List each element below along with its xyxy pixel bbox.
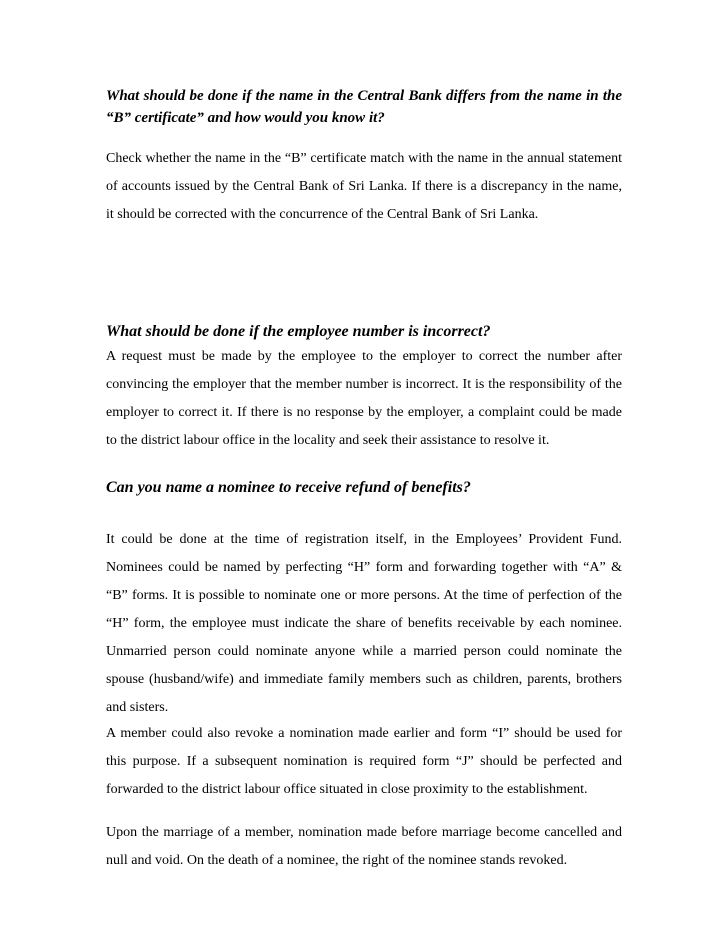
section-central-bank-name (106, 85, 622, 129)
answer-paragraph: A request must be made by the employee to the employer to correct the number after convincing the employer that the member number is incorrect. It is the responsibility of the employer to correct it. If there is no response by the employer, a complaint could be made to the district labour office in the locality and seek their assistance to resolve it. (106, 349, 622, 448)
answer-paragraph: Upon the marriage of a member, nomination made before marriage become cancelled and null and void. On the death of a nominee, the right of the nominee stands revoked. (106, 825, 622, 868)
section-nominee (106, 478, 622, 498)
question-heading: What should be done if the name in the Central Bank differs from the name in the “B” certificate” and how would you know it? (106, 88, 622, 126)
answer-paragraph: It could be done at the time of registration itself, in the Employees’ Provident Fund. Nominees could be named by perfecting “H” form and forwarding together with “A” & “B” forms. It is possible to nominate one or more persons. At the time of perfection of the “H” form, the employee must indicate the share of benefits receivable by each nominee. Unmarried person could nominate anyone while a married person could nominate the spouse (husband/wife) and immediate family members such as children, parents, brothers and sisters. (106, 532, 622, 715)
answer-nominee-1 (106, 526, 622, 722)
answer-paragraph: Check whether the name in the “B” certificate match with the name in the annual statement of accounts issued by the Central Bank of Sri Lanka. If there is a discrepancy in the name, it should be corrected with the concurrence of the Central Bank of Sri Lanka. (106, 151, 622, 222)
answer-paragraph: A member could also revoke a nomination made earlier and form “I” should be used for this purpose. If a subsequent nomination is required form “J” should be perfected and forwarded to the district labour office situated in close proximity to the establishment. (106, 726, 622, 797)
answer-central-bank-name (106, 145, 622, 229)
answer-employee-number (106, 343, 622, 455)
question-heading: What should be done if the employee number is incorrect? (106, 323, 491, 340)
section-employee-number (106, 322, 622, 342)
answer-nominee-2 (106, 720, 622, 804)
question-heading: Can you name a nominee to receive refund of benefits? (106, 479, 471, 496)
answer-nominee-3 (106, 819, 622, 875)
